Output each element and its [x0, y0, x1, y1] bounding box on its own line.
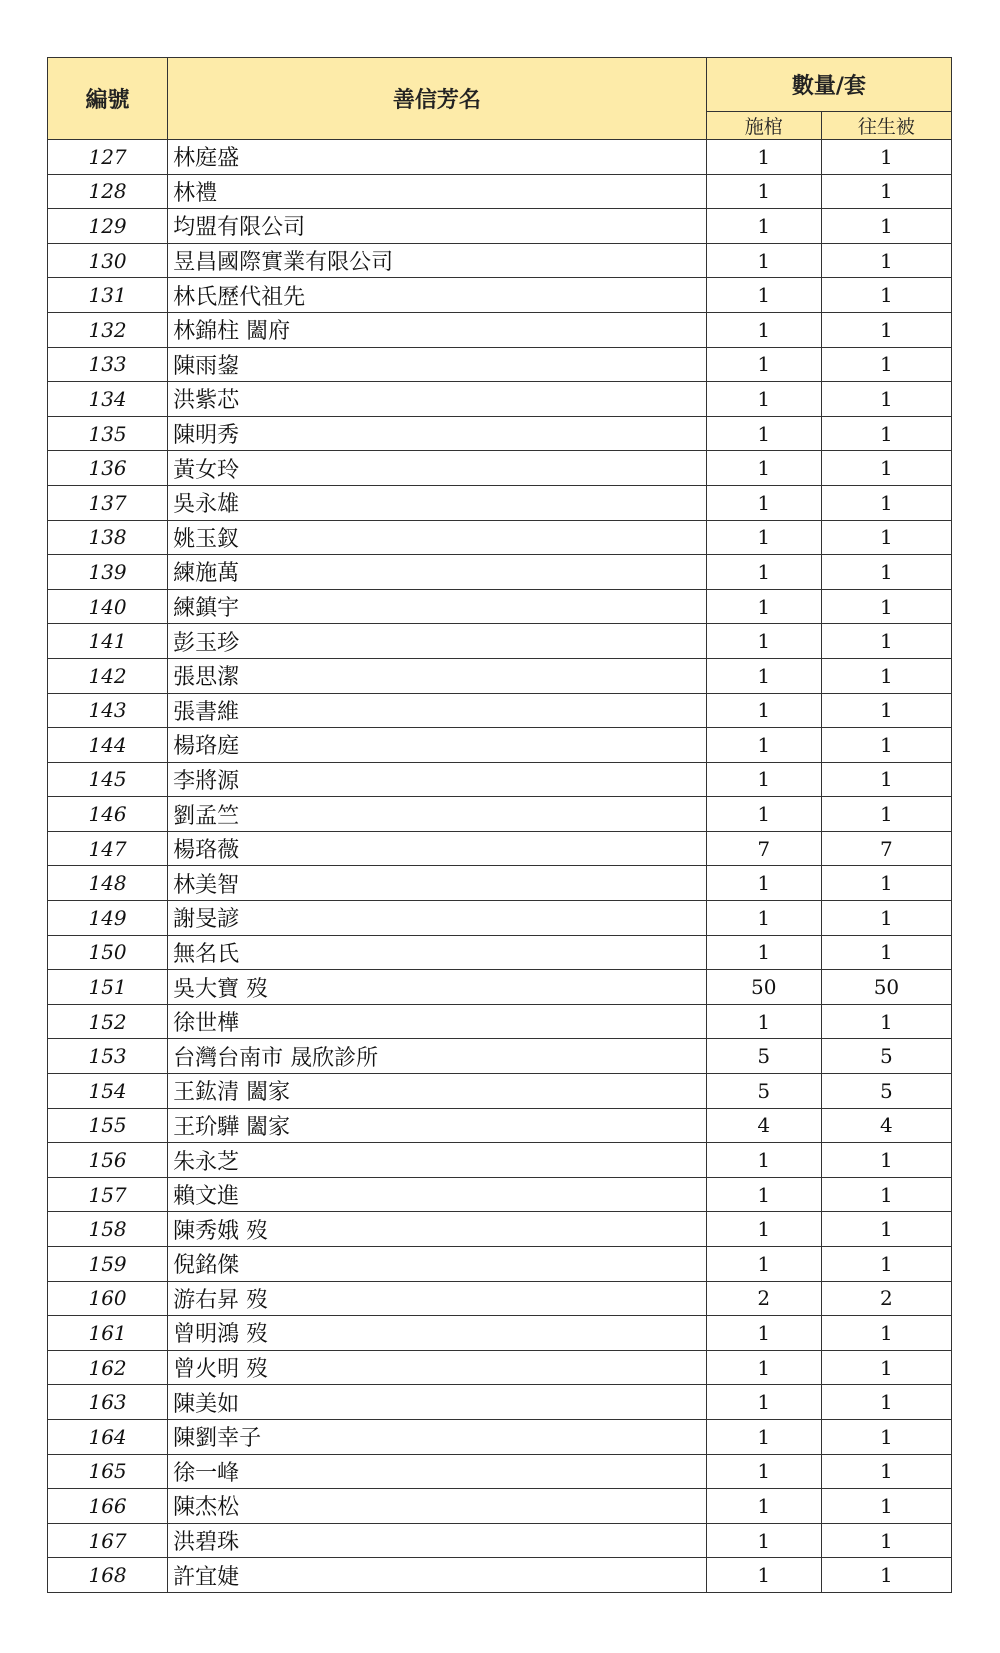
table-row	[48, 1316, 952, 1351]
table-row	[48, 1212, 952, 1247]
table-body	[48, 140, 952, 1593]
row-blanket-count: 1	[821, 451, 951, 486]
row-name: 林美智	[168, 866, 707, 901]
row-blanket-count: 5	[821, 1039, 951, 1074]
row-name: 朱永芝	[168, 1143, 707, 1178]
row-coffin-count: 1	[706, 797, 821, 832]
row-blanket-count: 1	[821, 797, 951, 832]
row-id: 167	[48, 1523, 168, 1558]
row-id: 155	[48, 1108, 168, 1143]
row-name: 練鎮宇	[168, 589, 707, 624]
row-blanket-count: 1	[821, 347, 951, 382]
row-blanket-count: 1	[821, 1350, 951, 1385]
row-id: 135	[48, 416, 168, 451]
table-row	[48, 728, 952, 763]
row-id: 127	[48, 140, 168, 175]
row-coffin-count: 1	[706, 1247, 821, 1282]
row-blanket-count: 1	[821, 658, 951, 693]
row-blanket-count: 2	[821, 1281, 951, 1316]
row-blanket-count: 1	[821, 728, 951, 763]
row-coffin-count: 1	[706, 1523, 821, 1558]
table-row	[48, 624, 952, 659]
row-blanket-count: 1	[821, 589, 951, 624]
table-row	[48, 1454, 952, 1489]
row-name: 陳杰松	[168, 1489, 707, 1524]
table-row	[48, 866, 952, 901]
table-row	[48, 1350, 952, 1385]
row-coffin-count: 1	[706, 140, 821, 175]
row-id: 129	[48, 209, 168, 244]
row-name: 王玠驊 闔家	[168, 1108, 707, 1143]
table-header	[48, 58, 952, 140]
table-row	[48, 312, 952, 347]
table-row	[48, 658, 952, 693]
row-blanket-count: 1	[821, 866, 951, 901]
row-coffin-count: 1	[706, 728, 821, 763]
table-row	[48, 174, 952, 209]
row-blanket-count: 1	[821, 520, 951, 555]
table-row	[48, 140, 952, 175]
row-id: 147	[48, 831, 168, 866]
row-blanket-count: 1	[821, 1247, 951, 1282]
row-blanket-count: 1	[821, 1489, 951, 1524]
table-row	[48, 797, 952, 832]
row-coffin-count: 1	[706, 1004, 821, 1039]
row-id: 132	[48, 312, 168, 347]
row-coffin-count: 1	[706, 935, 821, 970]
row-name: 倪銘傑	[168, 1247, 707, 1282]
row-blanket-count: 50	[821, 970, 951, 1005]
row-blanket-count: 1	[821, 1143, 951, 1178]
row-id: 134	[48, 382, 168, 417]
table-row	[48, 1247, 952, 1282]
row-id: 131	[48, 278, 168, 313]
table-row	[48, 347, 952, 382]
row-coffin-count: 1	[706, 382, 821, 417]
row-id: 151	[48, 970, 168, 1005]
table-row	[48, 1074, 952, 1109]
row-id: 150	[48, 935, 168, 970]
table-row	[48, 1281, 952, 1316]
row-id: 136	[48, 451, 168, 486]
row-id: 164	[48, 1419, 168, 1454]
row-id: 163	[48, 1385, 168, 1420]
row-blanket-count: 1	[821, 416, 951, 451]
row-id: 146	[48, 797, 168, 832]
row-name: 李將源	[168, 762, 707, 797]
row-id: 143	[48, 693, 168, 728]
table-row	[48, 278, 952, 313]
header-quantity: 數量/套	[706, 58, 951, 112]
row-blanket-count: 1	[821, 382, 951, 417]
table-row	[48, 901, 952, 936]
row-coffin-count: 1	[706, 693, 821, 728]
table-row	[48, 970, 952, 1005]
row-id: 161	[48, 1316, 168, 1351]
row-coffin-count: 1	[706, 278, 821, 313]
row-coffin-count: 1	[706, 243, 821, 278]
row-id: 157	[48, 1177, 168, 1212]
table-row	[48, 1108, 952, 1143]
row-id: 142	[48, 658, 168, 693]
row-blanket-count: 1	[821, 1558, 951, 1593]
row-blanket-count: 1	[821, 1316, 951, 1351]
row-coffin-count: 1	[706, 555, 821, 590]
row-coffin-count: 1	[706, 347, 821, 382]
row-name: 曾火明 歿	[168, 1350, 707, 1385]
row-coffin-count: 7	[706, 831, 821, 866]
row-blanket-count: 1	[821, 901, 951, 936]
row-coffin-count: 1	[706, 209, 821, 244]
table-row	[48, 935, 952, 970]
row-id: 162	[48, 1350, 168, 1385]
table-row	[48, 1177, 952, 1212]
row-name: 吳大寶 歿	[168, 970, 707, 1005]
table-row	[48, 416, 952, 451]
table-row	[48, 243, 952, 278]
row-blanket-count: 1	[821, 243, 951, 278]
table-row	[48, 1039, 952, 1074]
row-coffin-count: 2	[706, 1281, 821, 1316]
row-blanket-count: 1	[821, 1454, 951, 1489]
table-row	[48, 209, 952, 244]
row-name: 張書維	[168, 693, 707, 728]
row-coffin-count: 1	[706, 589, 821, 624]
row-blanket-count: 1	[821, 1004, 951, 1039]
table-row	[48, 831, 952, 866]
row-id: 160	[48, 1281, 168, 1316]
row-name: 洪碧珠	[168, 1523, 707, 1558]
row-name: 姚玉釵	[168, 520, 707, 555]
row-id: 141	[48, 624, 168, 659]
row-blanket-count: 1	[821, 1385, 951, 1420]
row-id: 168	[48, 1558, 168, 1593]
row-name: 吳永雄	[168, 485, 707, 520]
row-id: 139	[48, 555, 168, 590]
row-coffin-count: 1	[706, 901, 821, 936]
row-name: 洪紫芯	[168, 382, 707, 417]
row-name: 昱昌國際實業有限公司	[168, 243, 707, 278]
table-row	[48, 589, 952, 624]
table-row	[48, 382, 952, 417]
table-row	[48, 485, 952, 520]
row-id: 158	[48, 1212, 168, 1247]
row-name: 劉孟竺	[168, 797, 707, 832]
row-coffin-count: 1	[706, 1212, 821, 1247]
row-blanket-count: 1	[821, 693, 951, 728]
header-name: 善信芳名	[168, 58, 707, 140]
row-id: 137	[48, 485, 168, 520]
row-coffin-count: 1	[706, 658, 821, 693]
row-coffin-count: 4	[706, 1108, 821, 1143]
row-name: 林氏歷代祖先	[168, 278, 707, 313]
row-coffin-count: 1	[706, 485, 821, 520]
header-blanket: 往生被	[821, 112, 951, 140]
row-coffin-count: 5	[706, 1074, 821, 1109]
row-blanket-count: 1	[821, 485, 951, 520]
row-name: 陳秀娥 歿	[168, 1212, 707, 1247]
row-coffin-count: 1	[706, 174, 821, 209]
row-coffin-count: 1	[706, 451, 821, 486]
table-row	[48, 1385, 952, 1420]
row-blanket-count: 1	[821, 209, 951, 244]
row-name: 黃女玲	[168, 451, 707, 486]
row-id: 153	[48, 1039, 168, 1074]
row-id: 145	[48, 762, 168, 797]
row-id: 149	[48, 901, 168, 936]
row-name: 林庭盛	[168, 140, 707, 175]
header-id: 編號	[48, 58, 168, 140]
donor-table	[47, 57, 952, 1593]
row-name: 台灣台南市 晟欣診所	[168, 1039, 707, 1074]
row-blanket-count: 1	[821, 762, 951, 797]
row-id: 166	[48, 1489, 168, 1524]
row-name: 楊珞庭	[168, 728, 707, 763]
row-coffin-count: 1	[706, 1350, 821, 1385]
row-blanket-count: 7	[821, 831, 951, 866]
row-id: 133	[48, 347, 168, 382]
row-blanket-count: 1	[821, 174, 951, 209]
table-row	[48, 1523, 952, 1558]
row-blanket-count: 1	[821, 1177, 951, 1212]
row-name: 楊珞薇	[168, 831, 707, 866]
row-coffin-count: 1	[706, 624, 821, 659]
row-name: 徐世樺	[168, 1004, 707, 1039]
row-id: 138	[48, 520, 168, 555]
row-name: 陳雨鋆	[168, 347, 707, 382]
row-id: 144	[48, 728, 168, 763]
row-name: 無名氏	[168, 935, 707, 970]
row-coffin-count: 1	[706, 312, 821, 347]
row-name: 陳明秀	[168, 416, 707, 451]
row-blanket-count: 1	[821, 1419, 951, 1454]
row-blanket-count: 1	[821, 555, 951, 590]
table-row	[48, 1489, 952, 1524]
row-name: 許宜婕	[168, 1558, 707, 1593]
row-name: 均盟有限公司	[168, 209, 707, 244]
row-name: 林錦柱 闔府	[168, 312, 707, 347]
row-name: 謝旻諺	[168, 901, 707, 936]
row-name: 林禮	[168, 174, 707, 209]
row-coffin-count: 1	[706, 866, 821, 901]
row-id: 148	[48, 866, 168, 901]
row-name: 張思潔	[168, 658, 707, 693]
row-id: 140	[48, 589, 168, 624]
row-id: 156	[48, 1143, 168, 1178]
row-coffin-count: 1	[706, 1489, 821, 1524]
row-coffin-count: 1	[706, 762, 821, 797]
table-row	[48, 1419, 952, 1454]
row-name: 陳劉幸子	[168, 1419, 707, 1454]
row-id: 159	[48, 1247, 168, 1282]
row-id: 128	[48, 174, 168, 209]
row-id: 165	[48, 1454, 168, 1489]
row-blanket-count: 1	[821, 140, 951, 175]
row-name: 徐一峰	[168, 1454, 707, 1489]
table-row	[48, 1143, 952, 1178]
table-row	[48, 555, 952, 590]
row-blanket-count: 1	[821, 312, 951, 347]
row-name: 曾明鴻 歿	[168, 1316, 707, 1351]
row-blanket-count: 1	[821, 1212, 951, 1247]
row-coffin-count: 1	[706, 520, 821, 555]
table-row	[48, 520, 952, 555]
table-row	[48, 451, 952, 486]
table-row	[48, 762, 952, 797]
row-name: 王鈜清 闔家	[168, 1074, 707, 1109]
row-name: 陳美如	[168, 1385, 707, 1420]
row-blanket-count: 4	[821, 1108, 951, 1143]
table-row	[48, 1558, 952, 1593]
row-coffin-count: 5	[706, 1039, 821, 1074]
row-blanket-count: 1	[821, 278, 951, 313]
row-name: 彭玉珍	[168, 624, 707, 659]
row-blanket-count: 1	[821, 1523, 951, 1558]
row-coffin-count: 1	[706, 1454, 821, 1489]
table-row	[48, 1004, 952, 1039]
row-coffin-count: 1	[706, 416, 821, 451]
row-name: 賴文進	[168, 1177, 707, 1212]
row-coffin-count: 1	[706, 1143, 821, 1178]
row-coffin-count: 1	[706, 1385, 821, 1420]
header-coffin: 施棺	[706, 112, 821, 140]
row-coffin-count: 1	[706, 1558, 821, 1593]
row-coffin-count: 1	[706, 1419, 821, 1454]
row-coffin-count: 1	[706, 1316, 821, 1351]
row-id: 130	[48, 243, 168, 278]
row-name: 練施萬	[168, 555, 707, 590]
row-name: 游右昇 歿	[168, 1281, 707, 1316]
row-id: 154	[48, 1074, 168, 1109]
row-blanket-count: 1	[821, 935, 951, 970]
row-blanket-count: 1	[821, 624, 951, 659]
row-coffin-count: 50	[706, 970, 821, 1005]
row-blanket-count: 5	[821, 1074, 951, 1109]
row-coffin-count: 1	[706, 1177, 821, 1212]
table-row	[48, 693, 952, 728]
row-id: 152	[48, 1004, 168, 1039]
